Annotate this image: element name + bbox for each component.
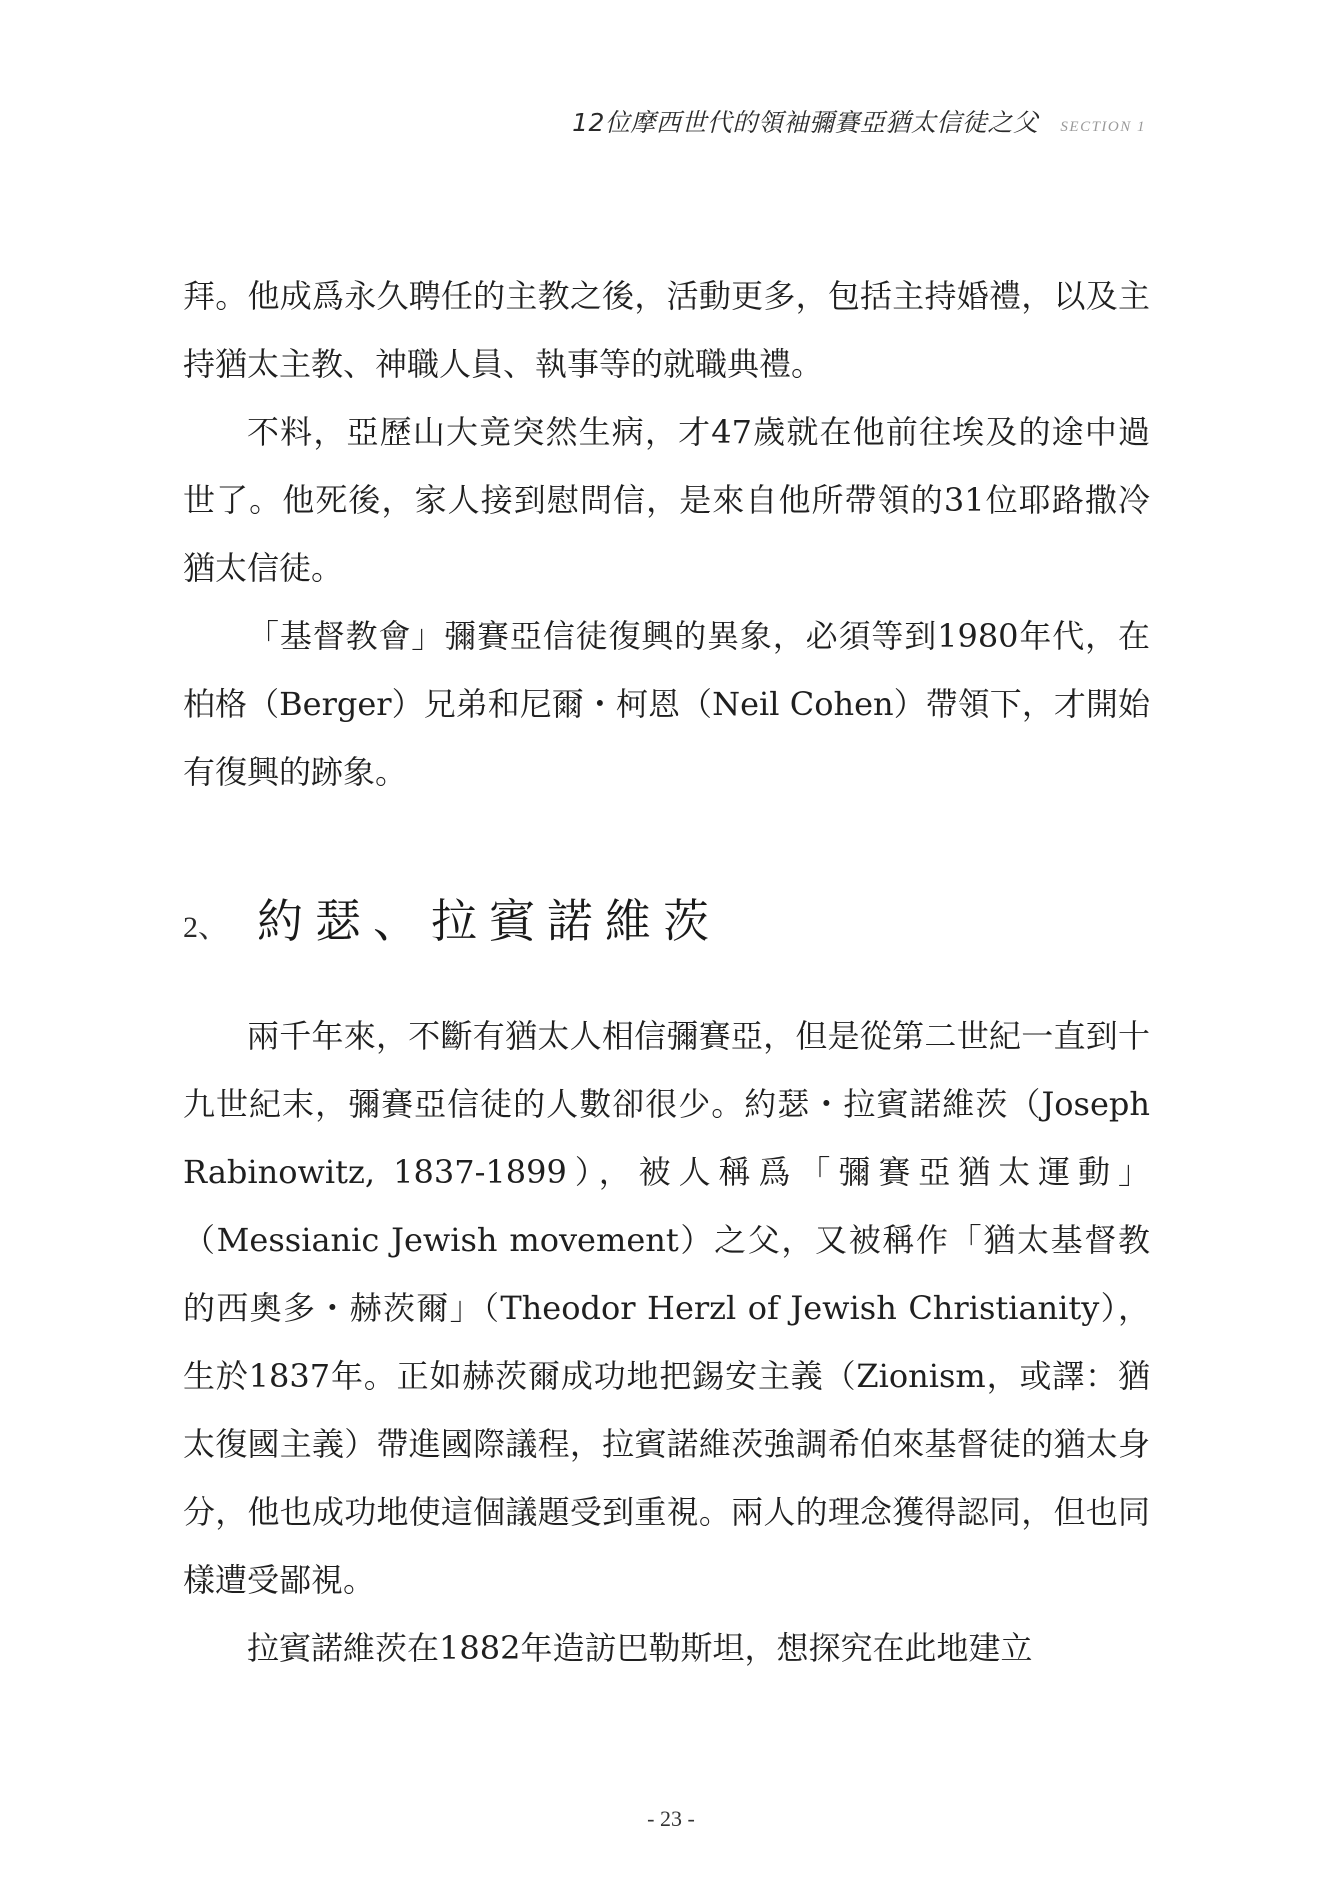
paragraph: 不料，亞歷山大竟突然生病，才47歲就在他前往埃及的途中過世了。他死後，家人接到慰問信，是來自他所帶領的31位耶路撒冷猶太信徒。	[183, 413, 1150, 587]
section-number: 2、	[183, 911, 228, 944]
running-section-label: SECTION 1	[1060, 119, 1146, 135]
body-text-bottom	[183, 1002, 1150, 1682]
running-header	[572, 103, 1146, 139]
paragraph: 「基督教會」彌賽亞信徒復興的異象，必須等到1980年代，在柏格（Berger）兄弟和尼爾・柯恩（Neil Cohen）帶領下，才開始有復興的跡象。	[183, 617, 1150, 791]
paragraph: 拉賓諾維茨在1882年造訪巴勒斯坦，想探究在此地建立	[247, 1629, 1033, 1667]
running-title: 12位摩西世代的領袖彌賽亞猶太信徒之父	[572, 108, 1039, 137]
section-heading	[183, 885, 721, 951]
section-title: 約瑟、拉賓諾維茨	[257, 894, 721, 948]
body-text-top	[183, 262, 1150, 806]
page-number: - 23 -	[647, 1806, 695, 1831]
paragraph: 拜。他成爲永久聘任的主教之後，活動更多，包括主持婚禮，以及主持猶太主教、神職人員、執事等的就職典禮。	[183, 277, 1150, 383]
paragraph: 兩千年來，不斷有猶太人相信彌賽亞，但是從第二世紀一直到十九世紀末，彌賽亞信徒的人數卻很少。約瑟・拉賓諾維茨（Joseph Rabinowitz, 1837-1899），被人稱爲「彌賽亞猶太運動」（Messianic Jewish movement）之父，又被稱作「猶太基督教的西奧多・赫茨爾」（Theodor Herzl of Jewish Christianity），生於1837年。正如赫茨爾成功地把錫安主義（Zionism，或譯：猶太復國主義）帶進國際議程，拉賓諾維茨強調希伯來基督徒的猶太身分，他也成功地使這個議題受到重視。兩人的理念獲得認同，但也同樣遭受鄙視。	[183, 1017, 1150, 1599]
